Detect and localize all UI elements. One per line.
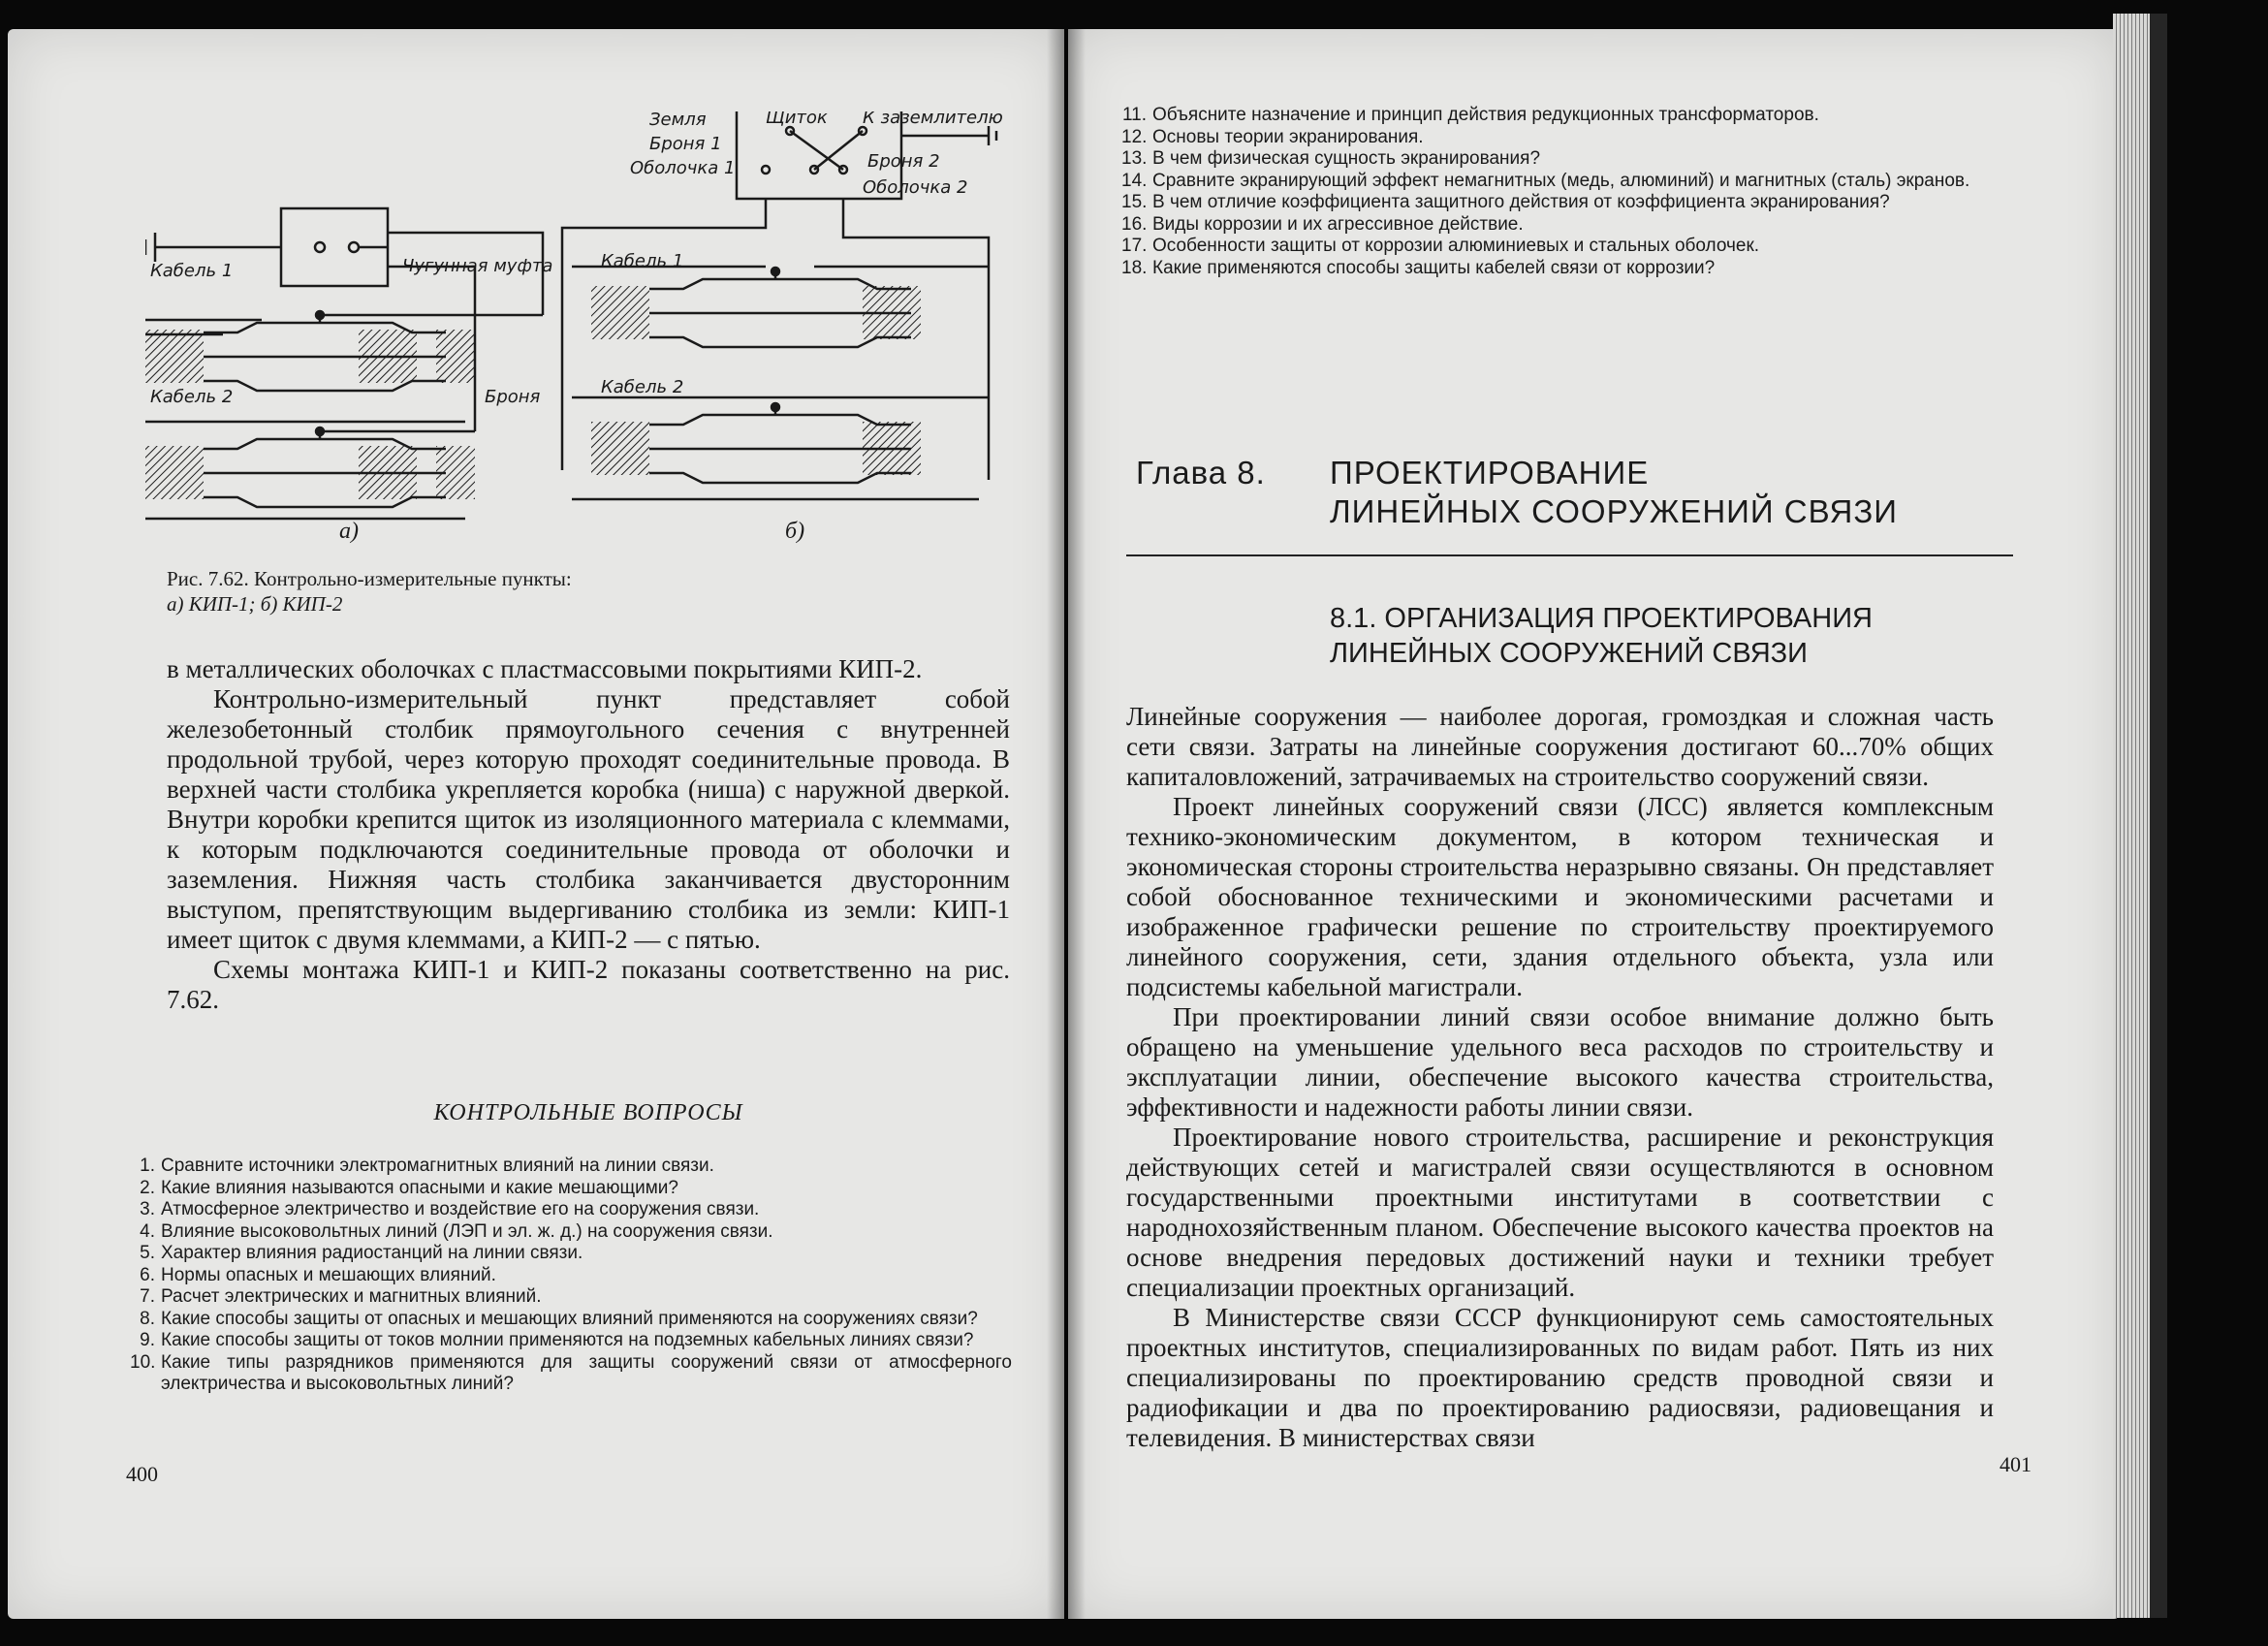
left-paragraph-1: в металлических оболочках с пластмассовыми покрытиями КИП-2.: [167, 654, 923, 683]
book-cover-edge: [2150, 14, 2167, 1618]
chapter-title: [1330, 454, 2008, 531]
label-k-zazemlitelyu: К заземлителю: [863, 111, 1003, 128]
book-gutter: [1047, 29, 1086, 1619]
question-item: 4. Влияние высоковольтных линий (ЛЭП и эл. ж. д.) на сооружения связи.: [140, 1220, 773, 1242]
question-item: 2. Какие влияния называются опасными и какие мешающими?: [140, 1177, 678, 1198]
label-obolochka-1: Оболочка 1: [630, 158, 736, 178]
right-paragraph-3: При проектировании линий связи особое внимание должно быть обращено на уменьшение удельного веса расходов по строительству и эксплуатации линии, обеспечение высокого качества строительства, эффективности и надежности работы линии связи.: [1126, 1002, 1994, 1122]
question-item: 15. В чем отличие коэффициента защитного действия от коэффициента экранирования?: [1121, 192, 1890, 212]
question-item: 17. Особенности защиты от коррозии алюминиевых и стальных оболочек.: [1121, 236, 1760, 256]
question-item: 7. Расчет электрических и магнитных влияний.: [140, 1286, 542, 1307]
figure-kip-diagram: [145, 111, 1037, 548]
label-kabel-2-b: Кабель 2: [601, 377, 684, 397]
kip-diagram-svg: [145, 111, 1037, 548]
page-number-right: 401: [2000, 1452, 2032, 1476]
question-item: 9. Какие способы защиты от токов молнии применяются на подземных кабельных линиях связи?: [140, 1330, 974, 1350]
figure-caption-main: Рис. 7.62. Контрольно-измерительные пункты:: [167, 567, 572, 590]
page-number-left: 400: [126, 1462, 158, 1486]
right-paragraph-2: Проект линейных сооружений связи (ЛСС) является комплексным технико-экономическим документом, в котором техническая и экономическая стороны строительства неразрывно связаны. Он представляет собой обоснованное техническими и экономическими расчетами и изображенное графически решение по строительству проектируемого линейного сооружения, сети, здания отдельного объекта, узла или подсистемы кабельной магистрали.: [1126, 792, 1994, 1001]
chapter-rule: [1126, 554, 2013, 556]
label-bronya-2: Броня 2: [867, 151, 940, 172]
question-item: 16. Виды коррозии и их агрессивное действие.: [1121, 213, 1524, 235]
label-kabel-1-a: Кабель 1: [150, 261, 234, 281]
label-bronya-1: Броня 1: [649, 134, 722, 154]
question-item: 13. В чем физическая сущность экранирования?: [1121, 148, 1541, 169]
left-paragraph-3: Схемы монтажа КИП-1 и КИП-2 показаны соответственно на рис. 7.62.: [167, 955, 1010, 1014]
question-item: 14. Сравните экранирующий эффект немагнитных (медь, алюминий) и магнитных (сталь) экранов.: [1121, 170, 1970, 191]
chapter-title-line-2: ЛИНЕЙНЫХ СООРУЖЕНИЙ СВЯЗИ: [1330, 493, 1898, 529]
question-item: 1. Сравните источники электромагнитных влияний на линии связи.: [140, 1155, 714, 1176]
right-paragraph-4: Проектирование нового строительства, расширение и реконструкция действующих сетей и магистралей связи осуществляются в основном государственными проектными институтами в соответствии с народнохозяйственным планом. Обеспечение высокого качества проектов на основе внедрения передовых достижений науки и техники требует специализации проектных организаций.: [1126, 1123, 1994, 1302]
question-item: 8. Какие способы защиты от опасных и мешающих влияний применяются на сооружениях связи?: [140, 1308, 978, 1329]
right-paragraph-1: Линейные сооружения — наиболее дорогая, громоздкая и сложная часть сети связи. Затраты на линейные сооружения достигают 60...70% общих капиталовложений, затрачиваемых на строительство сооружений связи.: [1126, 702, 1994, 791]
figure-caption-sub: а) КИП-1; б) КИП-2: [167, 592, 343, 616]
question-item: 5. Характер влияния радиостанций на линии связи.: [140, 1243, 583, 1263]
figure-caption: [167, 566, 942, 617]
question-item: 6. Нормы опасных и мешающих влияний.: [140, 1264, 496, 1285]
section-title-line-2: ЛИНЕЙНЫХ СООРУЖЕНИЙ СВЯЗИ: [1330, 638, 1808, 669]
question-item: 11. Объясните назначение и принцип действия редукционных трансформаторов.: [1121, 105, 1819, 125]
label-chugunnaya-mufta: Чугунная муфта: [402, 256, 553, 276]
question-item: 18. Какие применяются способы защиты кабелей связи от коррозии?: [1121, 257, 1716, 278]
question-item: 3. Атмосферное электричество и воздействие его на сооружения связи.: [140, 1199, 760, 1219]
section-title: [1330, 601, 2008, 671]
label-kabel-2-a: Кабель 2: [150, 387, 234, 407]
label-sub-a: а): [339, 519, 359, 544]
chapter-label: Глава 8.: [1136, 455, 1266, 491]
section-title-line-1: 8.1. ОРГАНИЗАЦИЯ ПРОЕКТИРОВАНИЯ: [1330, 603, 1873, 634]
label-zemlya: Земля: [649, 111, 707, 130]
left-paragraph-2: Контрольно-измерительный пункт представляет собой железобетонный столбик прямоугольного сечения с внутренней продольной трубой, через которую проходят соединительные провода. В верхней части столбика укрепляется коробка (ниша) с наружной дверкой. Внутри коробки крепится щиток из изоляционного материала с клеммами, к которым подключаются соединительные провода от оболочки и заземления. Нижняя часть столбика заканчивается двусторонним выступом, препятствующим выдергиванию столбика из земли: КИП-1 имеет щиток с двумя клеммами, а КИП-2 — с пятью.: [167, 684, 1010, 954]
right-questions: [1121, 105, 2013, 279]
right-paragraph-5: В Министерстве связи СССР функционируют семь самостоятельных проектных институтов, специализированных по видам работ. Пять из них специализированы по проектированию средств проводной связи и радиофикации и два по проектированию радиосвязи, радиовещания и телевидения. В министерствах связи: [1126, 1303, 1994, 1452]
label-shchitok: Щиток: [766, 111, 828, 128]
label-obolochka-2: Оболочка 2: [863, 177, 968, 198]
questions-heading: КОНТРОЛЬНЫЕ ВОПРОСЫ: [433, 1100, 743, 1125]
book-page-edges: [2113, 14, 2152, 1618]
left-questions: [130, 1155, 1012, 1396]
label-kabel-1-b: Кабель 1: [601, 251, 684, 271]
left-body-text: [167, 654, 1010, 1015]
chapter-title-line-1: ПРОЕКТИРОВАНИЕ: [1330, 455, 1650, 491]
right-body-text: [1126, 702, 1994, 1453]
question-item: 12. Основы теории экранирования.: [1121, 126, 1424, 147]
question-item: 10. Какие типы разрядников применяются для защиты сооружений связи от атмосферного электричества и высоковольтных линий?: [130, 1351, 1012, 1394]
label-sub-b: б): [785, 519, 805, 544]
label-bronya: Броня: [485, 387, 541, 407]
